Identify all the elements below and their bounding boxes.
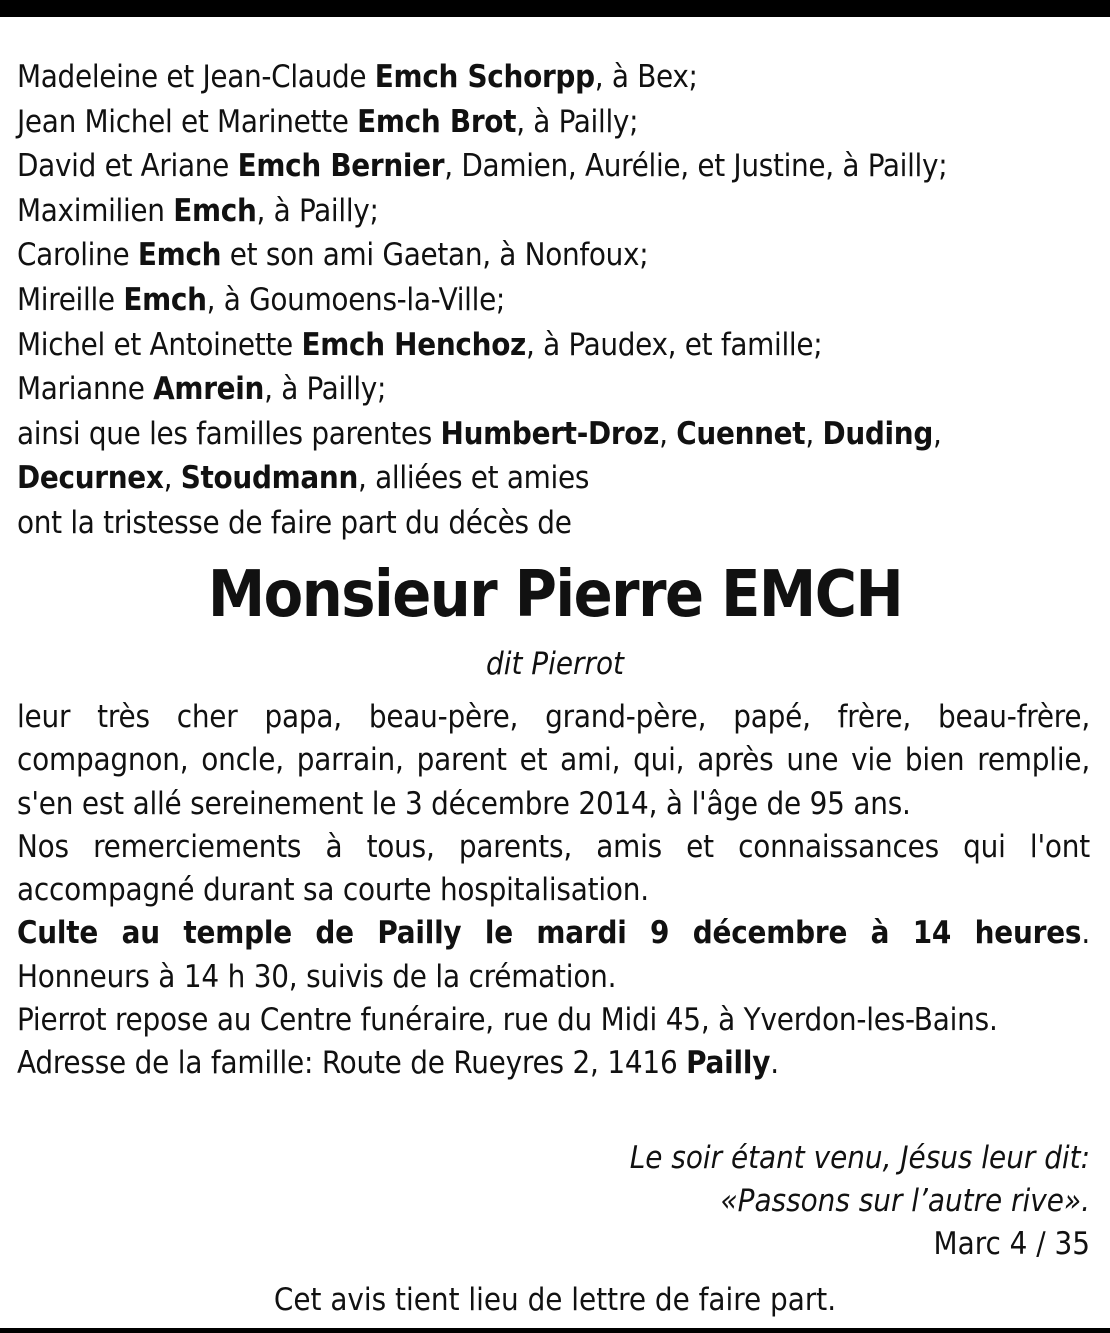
related-family-name: Stoudmann bbox=[180, 460, 359, 497]
family-line-text: Michel et Antoinette bbox=[17, 326, 302, 363]
quote-reference: Marc 4 / 35 bbox=[933, 1226, 1090, 1262]
family-line-text: , à Bex; bbox=[594, 59, 698, 95]
top-rule bbox=[0, 0, 1110, 17]
family-line bbox=[17, 189, 1092, 234]
related-families-line bbox=[17, 456, 1092, 501]
family-line-text: Maximilien bbox=[17, 192, 174, 229]
family-line-text: , à Paudex, et famille; bbox=[525, 326, 823, 363]
family-line bbox=[17, 278, 1092, 323]
period: . bbox=[770, 1045, 779, 1082]
family-name: Emch bbox=[137, 237, 222, 274]
family-line bbox=[17, 367, 1092, 412]
related-families-line bbox=[17, 412, 1092, 457]
family-name: Emch bbox=[173, 192, 257, 229]
deceased-alias: dit Pierrot bbox=[486, 646, 624, 682]
separator: , bbox=[163, 460, 181, 497]
family-name: Emch Bernier bbox=[237, 148, 445, 185]
service-line bbox=[17, 912, 1090, 955]
separator: , bbox=[805, 415, 823, 452]
related-family-name: Duding bbox=[822, 415, 934, 452]
honours-line: Honneurs à 14 h 30, suivis de la crémation. bbox=[17, 958, 617, 995]
bottom-rule bbox=[0, 1328, 1110, 1333]
quote-line: «Passons sur l’autre rive». bbox=[720, 1183, 1090, 1219]
family-line bbox=[17, 233, 1092, 278]
bible-quote bbox=[630, 1137, 1090, 1266]
family-line bbox=[17, 323, 1092, 368]
family-line-text: Marianne bbox=[17, 371, 154, 408]
family-line-text: , à Pailly; bbox=[256, 192, 379, 229]
family-line-text: et son ami Gaetan, à Nonfoux; bbox=[221, 237, 649, 274]
quote-line: Le soir étant venu, Jésus leur dit: bbox=[629, 1140, 1090, 1176]
notice-body bbox=[17, 696, 1090, 1086]
family-line bbox=[17, 100, 1092, 145]
family-line-text: David et Ariane bbox=[17, 148, 238, 185]
family-line-text: Jean Michel et Marinette bbox=[17, 103, 358, 140]
related-family-name: Cuennet bbox=[676, 415, 806, 452]
service-details: Culte au temple de Pailly le mardi 9 décembre à 14 heures bbox=[17, 915, 1082, 952]
thanks-paragraph: Nos remerciements à tous, parents, amis et connaissances qui l'ont accompagné durant sa courte hospitalisation. bbox=[17, 828, 1090, 909]
family-name: Emch Schorpp bbox=[374, 59, 595, 95]
deceased-name: Monsieur Pierre EMCH bbox=[207, 558, 903, 632]
related-intro: ainsi que les familles parentes bbox=[17, 415, 441, 452]
footer-note: Cet avis tient lieu de lettre de faire part. bbox=[273, 1282, 837, 1318]
separator: , bbox=[659, 415, 677, 452]
address-town: Pailly bbox=[686, 1045, 771, 1082]
family-name: Emch Henchoz bbox=[301, 326, 526, 363]
rest-line: Pierrot repose au Centre funéraire, rue du Midi 45, à Yverdon-les-Bains. bbox=[17, 1002, 998, 1039]
tribute-paragraph: leur très cher papa, beau-père, grand-père, papé, frère, beau-frère, compagnon, oncle, parrain, parent et ami, qui, après une vie bien remplie, s'en est allé sereinement le 3 décembre 2014, à l'âge de 95 ans. bbox=[17, 699, 1090, 822]
family-line bbox=[17, 55, 1092, 100]
family-line-text: , à Goumoens-la-Ville; bbox=[206, 281, 506, 318]
family-name: Amrein bbox=[153, 371, 265, 408]
family-line bbox=[17, 144, 1092, 189]
announcement-line: ont la tristesse de faire part du décès de bbox=[17, 504, 572, 541]
related-tail: , alliées et amies bbox=[358, 460, 590, 497]
address-line bbox=[17, 1042, 1090, 1085]
family-name: Emch Brot bbox=[357, 103, 517, 140]
period: . bbox=[1081, 915, 1090, 952]
family-list bbox=[17, 55, 1092, 546]
separator: , bbox=[933, 415, 942, 452]
family-line-text: , à Pailly; bbox=[516, 103, 639, 140]
family-line-text: Caroline bbox=[17, 237, 138, 274]
related-family-name: Decurnex bbox=[17, 460, 164, 497]
family-line-text: Madeleine et Jean-Claude bbox=[17, 59, 375, 95]
family-line-text: , Damien, Aurélie, et Justine, à Pailly; bbox=[444, 148, 948, 185]
address-text: Adresse de la famille: Route de Rueyres 2, 1416 bbox=[17, 1045, 687, 1082]
related-family-name: Humbert-Droz bbox=[440, 415, 660, 452]
family-name: Emch bbox=[123, 281, 207, 318]
family-line-text: , à Pailly; bbox=[264, 371, 387, 408]
family-line-text: Mireille bbox=[17, 281, 124, 318]
